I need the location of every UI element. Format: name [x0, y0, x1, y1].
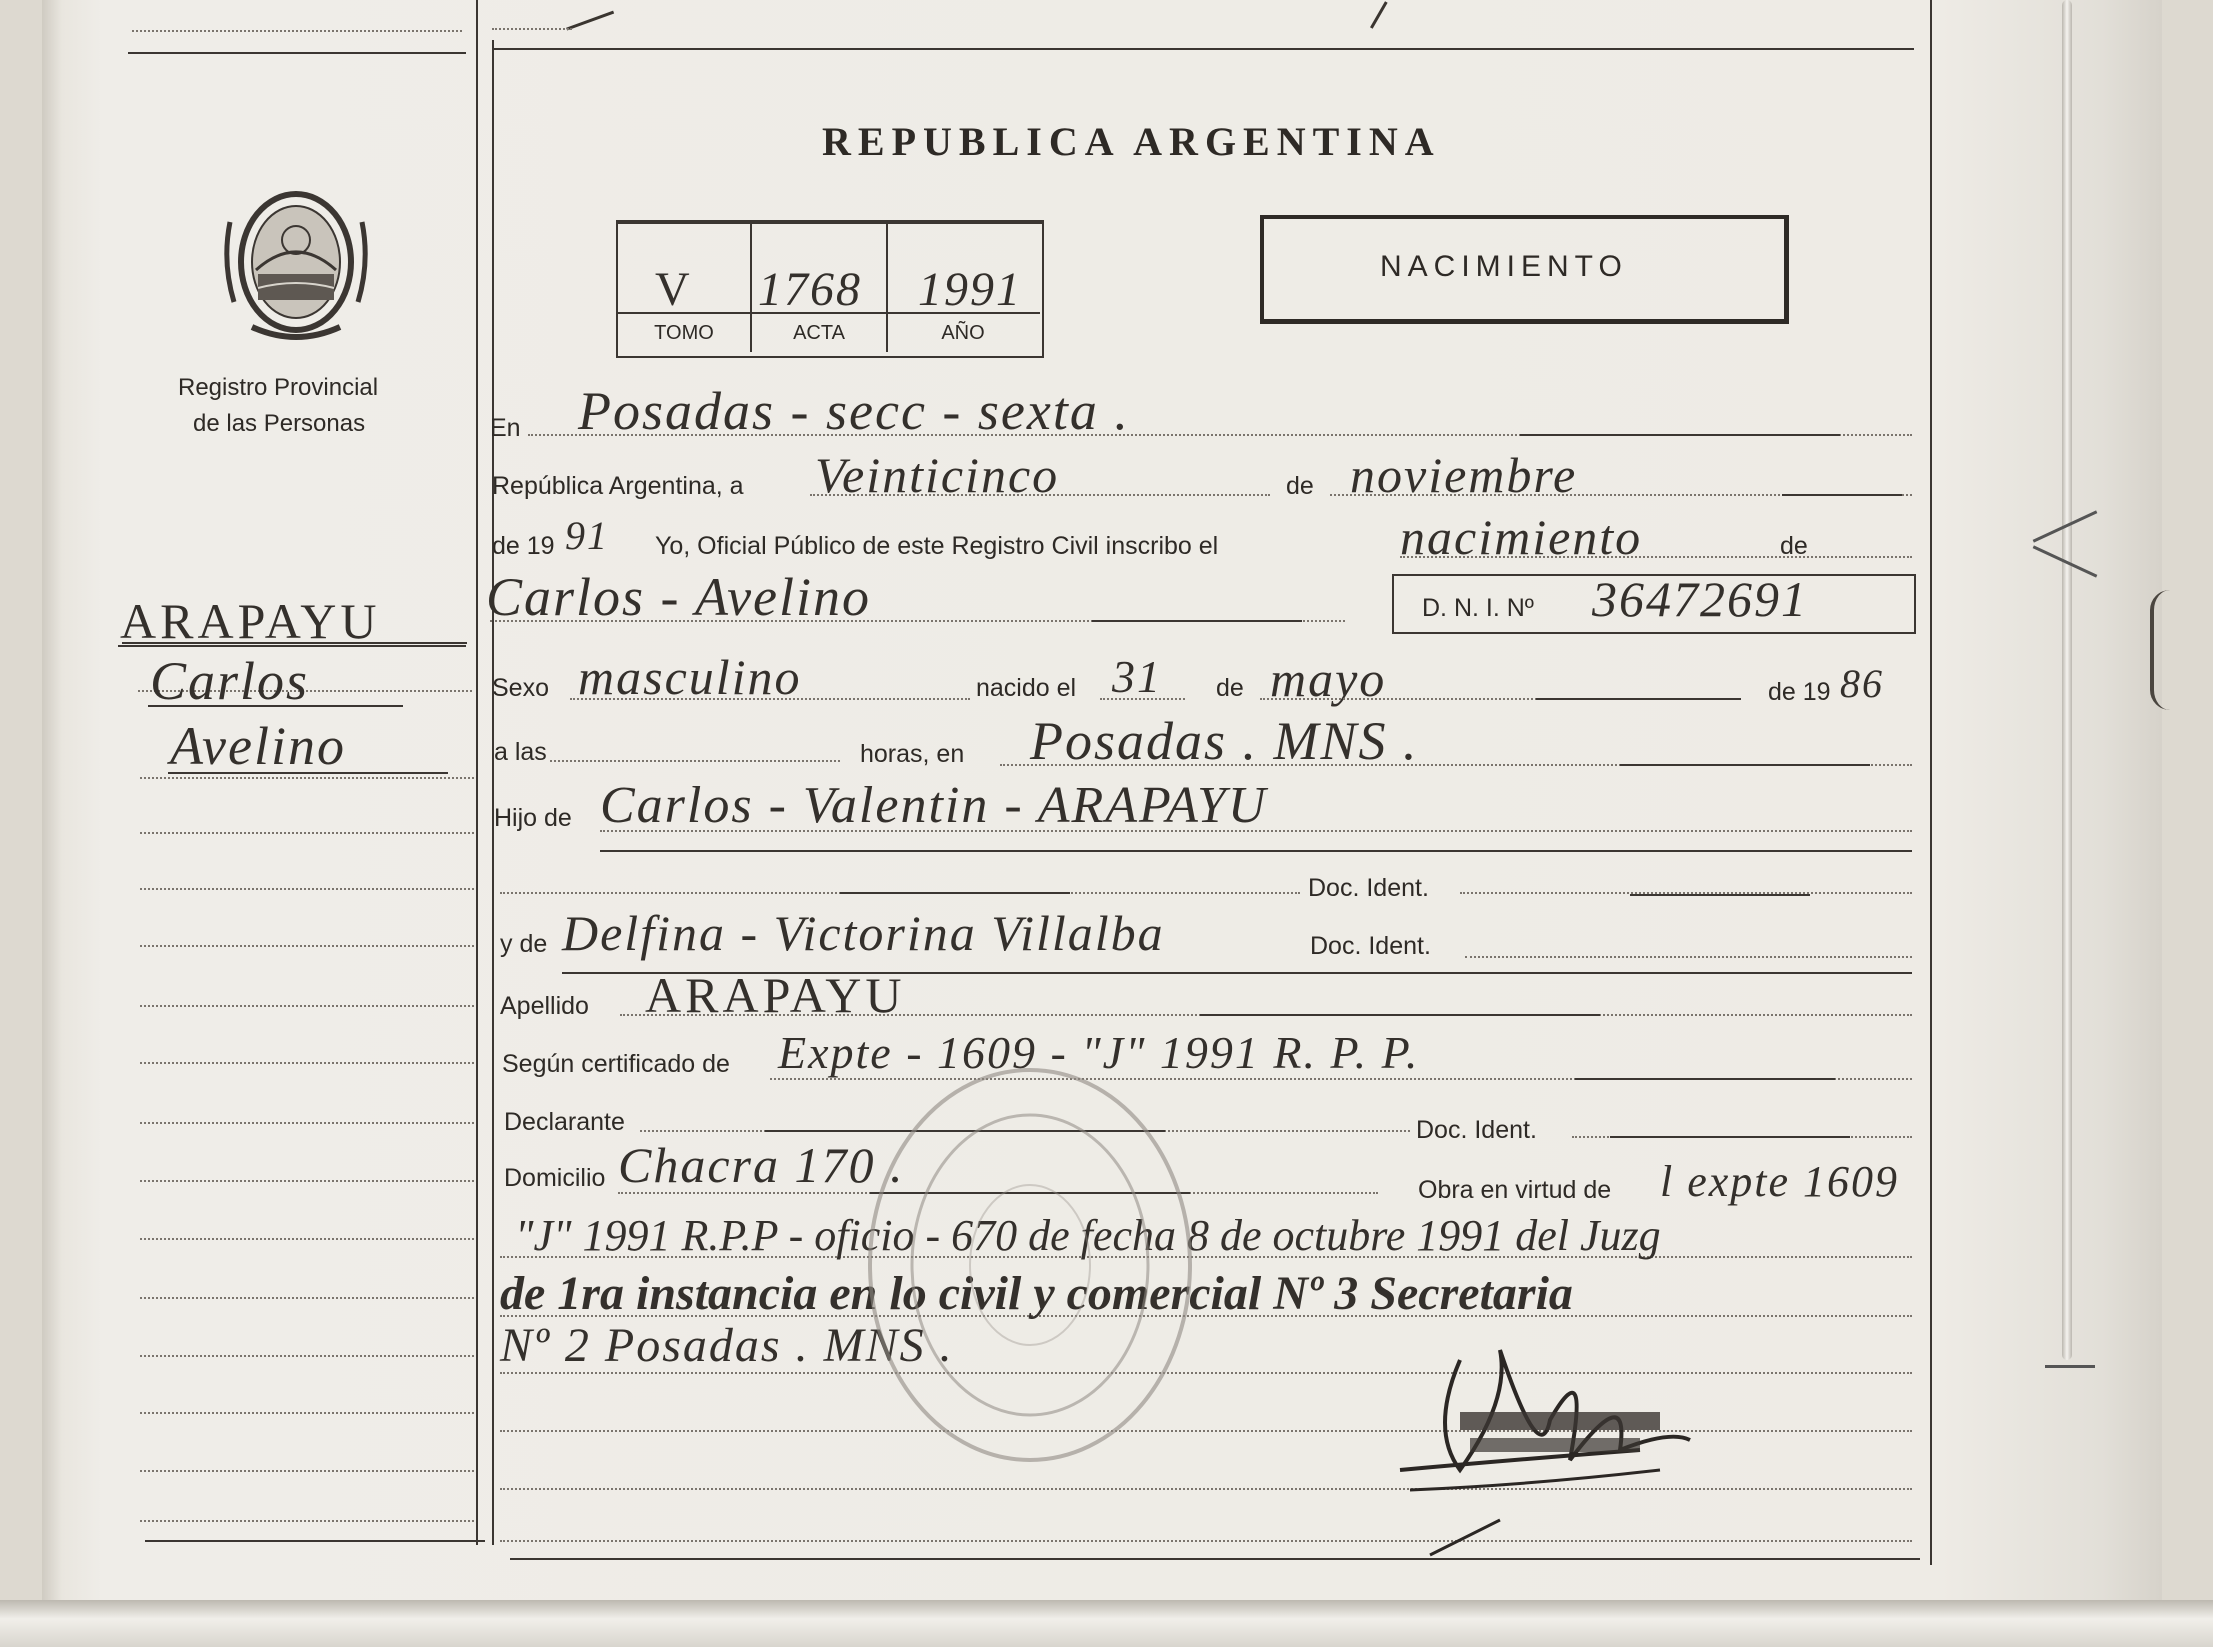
birth-year-prefix: de 19: [1768, 678, 1831, 706]
hijo-label: Hijo de: [494, 804, 572, 832]
left-rule: [140, 1122, 474, 1124]
official-stamp: [860, 1060, 1200, 1470]
place-value: Posadas - secc - sexta .: [578, 381, 1130, 441]
margin-underline: [148, 705, 403, 707]
tomo-value: V: [655, 263, 692, 316]
column-divider: [492, 40, 494, 1545]
day-value: Veinticinco: [815, 447, 1060, 503]
registry-name-line2: de las Personas: [193, 410, 366, 437]
sexo-value: masculino: [578, 649, 802, 705]
left-rule: [140, 888, 474, 890]
field-line: [1536, 698, 1741, 700]
left-rule: [140, 1062, 474, 1064]
domicilio-label: Domicilio: [504, 1164, 606, 1192]
field-line: [600, 830, 1912, 832]
nacido-label: nacido el: [976, 674, 1077, 702]
left-rule: [140, 1412, 474, 1414]
de-label-2: de: [1780, 532, 1808, 560]
left-rule: [140, 832, 474, 834]
field-line: [1400, 556, 1912, 558]
apellido-label: Apellido: [500, 992, 589, 1020]
left-rule: [145, 1540, 485, 1542]
top-rule: [492, 48, 1914, 50]
left-rule: [140, 1005, 474, 1007]
left-rule: [140, 945, 474, 947]
field-line: [1200, 1014, 1600, 1016]
binding-stitch: [2045, 1365, 2095, 1368]
margin-underline: [122, 642, 467, 644]
year-value: 91: [565, 513, 609, 558]
note-line-2: de 1ra instancia en lo civil y comercial Nº 3 Secretaria: [500, 1267, 1573, 1320]
field-line: [1465, 956, 1912, 958]
month-value: noviembre: [1350, 447, 1578, 503]
mother-value: Delfina - Victorina Villalba: [562, 905, 1165, 961]
left-rule: [140, 1238, 474, 1240]
doc-ident-label-2: Doc. Ident.: [1310, 932, 1431, 960]
binding-thread: [2062, 0, 2072, 1360]
apellido-value: ARAPAYU: [645, 967, 906, 1023]
republica-label: República Argentina, a: [492, 472, 744, 500]
country-title: REPUBLICA ARGENTINA: [822, 119, 1441, 164]
birth-month-value: mayo: [1270, 651, 1387, 707]
official-signature: [1390, 1320, 1750, 1560]
note-line-1: "J" 1991 R.P.P - oficio - 670 de fecha 8 de octubre 1991 del Juzg: [515, 1211, 1661, 1260]
field-line: [550, 760, 840, 762]
birth-year-value: 86: [1840, 661, 1884, 706]
acta-value: 1768: [758, 263, 862, 316]
dni-label: D. N. I. Nº: [1422, 594, 1534, 622]
top-rule: [492, 28, 572, 30]
de-label-1: de: [1286, 472, 1314, 500]
act-value: nacimiento: [1400, 509, 1643, 565]
left-rule: [140, 1470, 474, 1472]
column-divider: [476, 0, 478, 1545]
field-line: [840, 892, 1070, 894]
note-line-3: Nº 2 Posadas . MNS .: [500, 1319, 954, 1372]
birth-day-value: 31: [1112, 651, 1162, 702]
margin-first-name: Carlos: [150, 651, 310, 711]
birth-place-value: Posadas . MNS .: [1030, 711, 1419, 771]
declaration-text: Yo, Oficial Público de este Registro Civil inscribo el: [655, 532, 1219, 560]
segun-label: Según certificado de: [502, 1050, 730, 1078]
right-border: [1930, 0, 1932, 1565]
misiones-coat-of-arms: [222, 182, 370, 344]
doc-ident-label-3: Doc. Ident.: [1416, 1116, 1537, 1144]
sexo-label: Sexo: [492, 674, 549, 702]
obra-label: Obra en virtud de: [1418, 1176, 1612, 1204]
record-type-label: NACIMIENTO: [1380, 250, 1628, 283]
next-page-ink: [2150, 590, 2184, 710]
left-rule: [140, 1355, 474, 1357]
margin-second-name: Avelino: [170, 716, 346, 776]
acta-label: ACTA: [793, 322, 845, 344]
obra-value: l expte 1609: [1660, 1157, 1900, 1206]
registry-name-line1: Registro Provincial: [178, 374, 379, 401]
field-line: [1782, 494, 1902, 496]
margin-underline: [168, 772, 448, 774]
anio-label: AÑO: [941, 322, 985, 344]
margin-surname: ARAPAYU: [120, 593, 381, 649]
name-value: Carlos - Avelino: [486, 567, 872, 627]
left-rule: [132, 30, 462, 32]
left-rule: [140, 1520, 474, 1522]
field-line: [1100, 698, 1185, 700]
dni-value: 36472691: [1592, 571, 1808, 627]
left-rule: [140, 1180, 474, 1182]
left-rule: [140, 777, 474, 779]
y-de-label: y de: [500, 930, 548, 958]
field-line: [1620, 764, 1870, 766]
left-rule: [140, 1297, 474, 1299]
field-line: [600, 850, 1912, 852]
field-line: [1630, 894, 1810, 896]
segun-value: Expte - 1609 - "J" 1991 R. P. P.: [778, 1027, 1420, 1078]
field-line: [1092, 620, 1302, 622]
horas-label: horas, en: [860, 740, 965, 768]
field-line: [570, 698, 970, 700]
en-label: En: [490, 414, 521, 442]
declarante-label: Declarante: [504, 1108, 625, 1136]
de-label-3: de: [1216, 674, 1244, 702]
field-line: [1575, 1078, 1835, 1080]
anio-value: 1991: [918, 263, 1022, 316]
field-line: [1520, 434, 1840, 436]
field-line: [1610, 1136, 1850, 1138]
year-prefix: de 19: [492, 532, 555, 560]
a-las-label: a las: [494, 738, 547, 766]
page-edge: [0, 1600, 2213, 1647]
domicilio-value: Chacra 170 .: [618, 1137, 905, 1193]
father-value: Carlos - Valentin - ARAPAYU: [600, 777, 1268, 834]
left-rule: [128, 52, 466, 54]
doc-ident-label-1: Doc. Ident.: [1308, 874, 1429, 902]
tomo-label: TOMO: [654, 322, 714, 344]
